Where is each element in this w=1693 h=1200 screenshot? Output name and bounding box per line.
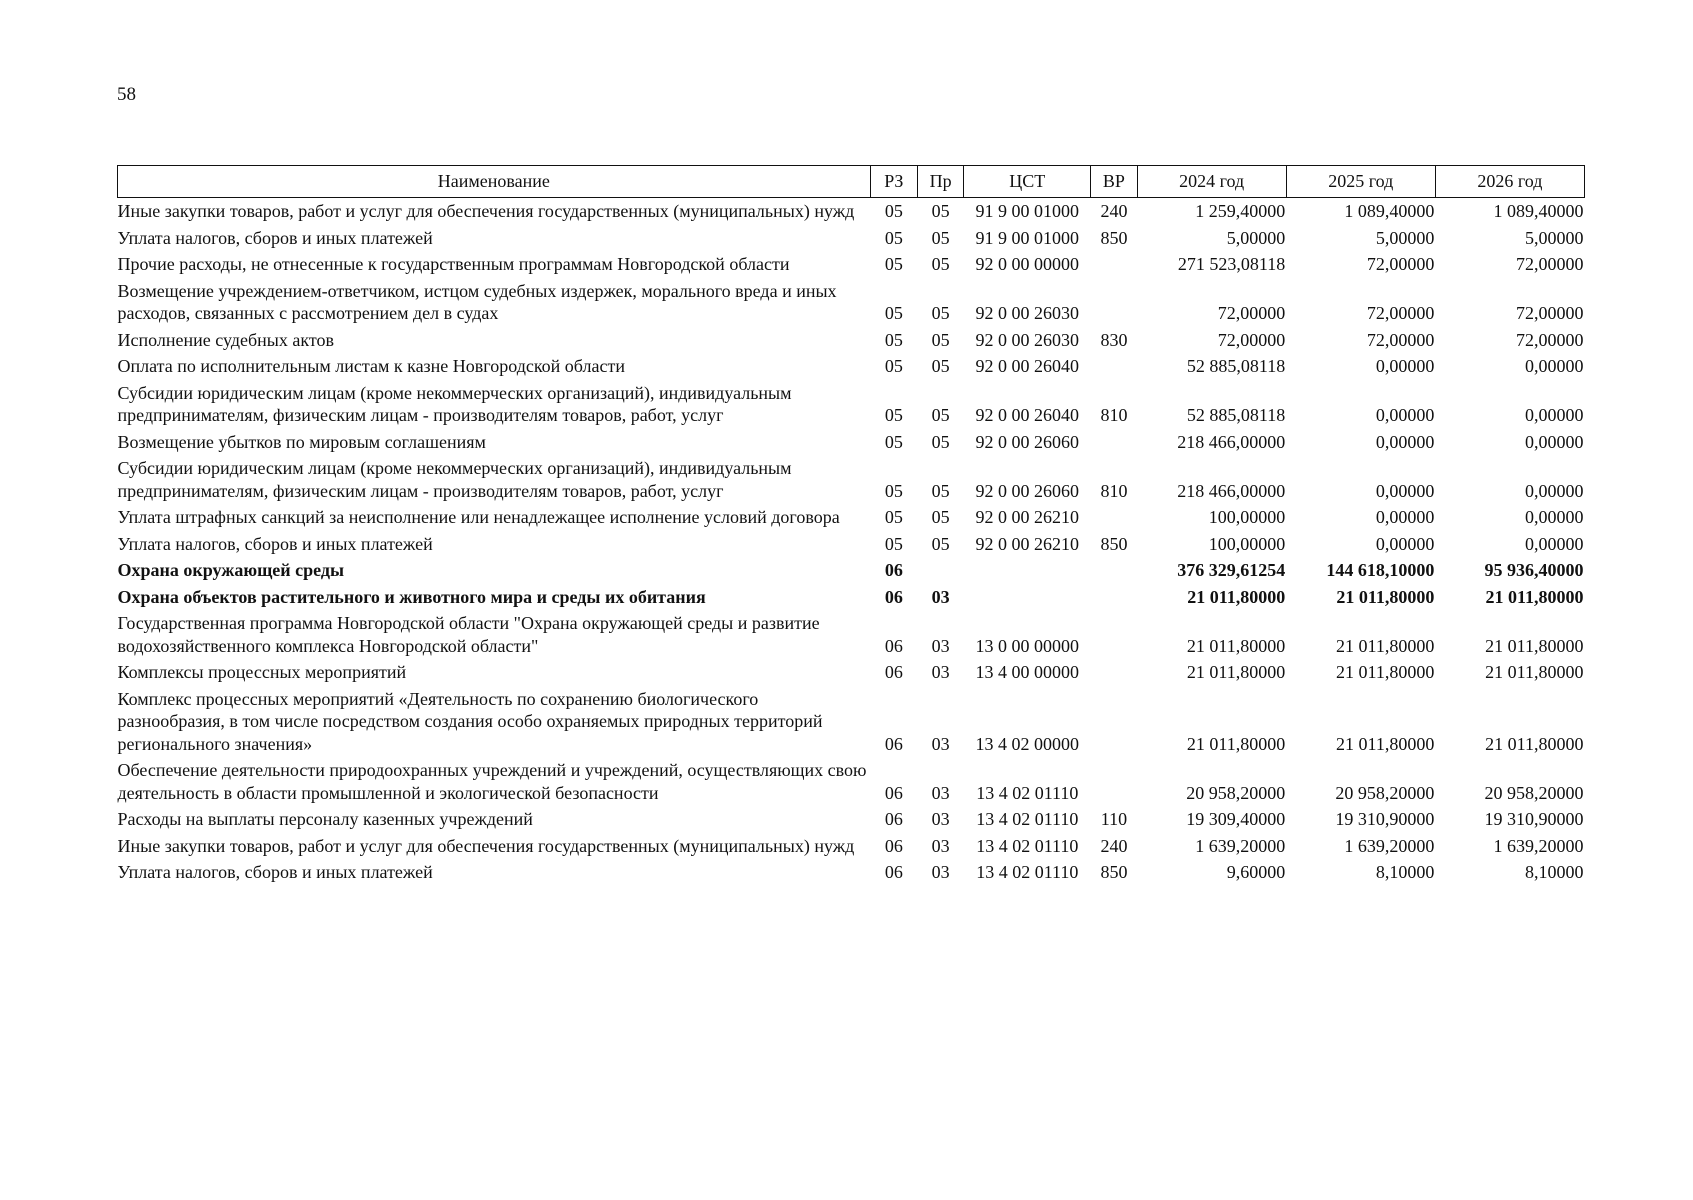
cell-name: Исполнение судебных актов bbox=[117, 329, 335, 350]
header-cst: ЦСТ bbox=[964, 166, 1091, 198]
cell-2026: 72,00000 bbox=[1516, 303, 1584, 323]
cell-cst: 92 0 00 26060 bbox=[975, 431, 1080, 452]
cell-2024: 72,00000 bbox=[1217, 329, 1286, 350]
cell-rz: 05 bbox=[884, 431, 903, 452]
cell-2025: 72,00000 bbox=[1366, 329, 1435, 350]
table-row bbox=[118, 759, 1585, 808]
cell-vr: 110 bbox=[1100, 809, 1128, 829]
cell-vr bbox=[1091, 253, 1137, 280]
cell-2024: 1 639,20000 bbox=[1195, 835, 1286, 856]
table-row bbox=[118, 661, 1585, 688]
cell-rz: 05 bbox=[884, 303, 903, 323]
cell-pr: 03 bbox=[931, 809, 950, 829]
cell-rz: 05 bbox=[884, 329, 903, 350]
cell-rz: 06 bbox=[884, 662, 903, 682]
cell-2024: 21 011,80000 bbox=[1186, 662, 1286, 682]
cell-2026: 0,00000 bbox=[1525, 431, 1584, 452]
cell-2024: 100,00000 bbox=[1208, 507, 1286, 527]
cell-vr: 850 bbox=[1100, 862, 1128, 882]
cell-rz: 05 bbox=[884, 356, 903, 376]
cell-rz: 05 bbox=[884, 201, 903, 221]
cell-name: Государственная программа Новгородской области "Охрана окружающей среды и развитие водохозяйственного комплекса Новгородской области" bbox=[117, 613, 820, 656]
cell-name: Охрана окружающей среды bbox=[117, 560, 345, 580]
cell-2025: 21 011,80000 bbox=[1335, 733, 1435, 754]
cell-2024: 52 885,08118 bbox=[1186, 405, 1286, 425]
table-row bbox=[118, 329, 1585, 356]
cell-vr bbox=[1091, 280, 1137, 329]
cell-2026: 95 936,40000 bbox=[1484, 560, 1584, 580]
cell-name: Субсидии юридическим лицам (кроме некоммерческих организаций), индивидуальным предпринимателям, физическим лицам - производителям товаров, работ, услуг bbox=[117, 458, 792, 501]
cell-cst: 92 0 00 26030 bbox=[975, 303, 1080, 323]
cell-pr: 03 bbox=[931, 586, 950, 607]
cell-name: Возмещение учреждением-ответчиком, истцом судебных издержек, морального вреда и иных расходов, связанных с рассмотрением дел в судах bbox=[117, 280, 837, 323]
cell-2026: 8,10000 bbox=[1525, 862, 1584, 882]
cell-2025: 72,00000 bbox=[1366, 254, 1435, 274]
cell-pr: 05 bbox=[931, 356, 950, 376]
cell-pr: 05 bbox=[931, 254, 950, 274]
cell-pr: 05 bbox=[931, 201, 950, 221]
cell-name: Иные закупки товаров, работ и услуг для обеспечения государственных (муниципальных) нужд bbox=[117, 201, 855, 221]
cell-vr: 850 bbox=[1100, 533, 1128, 554]
cell-vr bbox=[1091, 431, 1137, 458]
cell-cst: 92 0 00 26040 bbox=[975, 356, 1080, 376]
table-row bbox=[118, 457, 1585, 506]
table-row bbox=[118, 586, 1585, 613]
header-name: Наименование bbox=[118, 166, 871, 198]
cell-2025: 0,00000 bbox=[1375, 480, 1435, 501]
cell-pr: 05 bbox=[931, 303, 950, 323]
cell-cst: 92 0 00 26060 bbox=[975, 480, 1080, 501]
cell-pr: 05 bbox=[931, 480, 950, 501]
cell-vr bbox=[1091, 506, 1137, 533]
cell-2024: 5,00000 bbox=[1226, 227, 1286, 248]
table-row bbox=[118, 431, 1585, 458]
cell-2025: 0,00000 bbox=[1375, 507, 1435, 527]
cell-2025: 72,00000 bbox=[1366, 303, 1435, 323]
cell-rz: 05 bbox=[884, 405, 903, 425]
cell-pr: 03 bbox=[931, 733, 950, 754]
cell-2025: 5,00000 bbox=[1375, 227, 1435, 248]
table-row bbox=[118, 382, 1585, 431]
cell-name: Уплата налогов, сборов и иных платежей bbox=[117, 227, 433, 248]
cell-2025: 21 011,80000 bbox=[1335, 635, 1435, 656]
cell-2024: 376 329,61254 bbox=[1177, 560, 1286, 580]
cell-2025: 0,00000 bbox=[1375, 405, 1435, 425]
cell-name: Иные закупки товаров, работ и услуг для обеспечения государственных (муниципальных) нужд bbox=[117, 835, 855, 856]
cell-2025: 8,10000 bbox=[1375, 862, 1435, 882]
cell-vr bbox=[1091, 586, 1137, 613]
cell-cst: 13 4 02 01110 bbox=[976, 809, 1079, 829]
cell-2024: 218 466,00000 bbox=[1177, 480, 1286, 501]
cell-name: Оплата по исполнительным листам к казне Новгородской области bbox=[117, 356, 625, 376]
cell-cst: 92 0 00 26210 bbox=[975, 533, 1080, 554]
cell-2025: 20 958,20000 bbox=[1335, 782, 1435, 803]
cell-2025: 0,00000 bbox=[1375, 431, 1435, 452]
cell-2024: 19 309,40000 bbox=[1186, 809, 1286, 829]
cell-vr bbox=[1091, 612, 1137, 661]
cell-pr: 03 bbox=[931, 782, 950, 803]
cell-name: Возмещение убытков по мировым соглашениям bbox=[117, 431, 486, 452]
cell-vr bbox=[1091, 688, 1137, 760]
cell-cst: 91 9 00 01000 bbox=[975, 227, 1080, 248]
cell-cst: 92 0 00 26030 bbox=[975, 329, 1080, 350]
cell-rz: 05 bbox=[884, 480, 903, 501]
cell-pr: 05 bbox=[931, 431, 950, 452]
table-header bbox=[118, 166, 1585, 198]
cell-2024: 52 885,08118 bbox=[1186, 356, 1286, 376]
cell-vr bbox=[1091, 759, 1137, 808]
cell-cst: 13 4 02 01110 bbox=[976, 862, 1079, 882]
cell-2025: 1 639,20000 bbox=[1344, 835, 1435, 856]
cell-2026: 19 310,90000 bbox=[1484, 809, 1584, 829]
cell-2026: 0,00000 bbox=[1525, 533, 1584, 554]
cell-2026: 21 011,80000 bbox=[1485, 662, 1584, 682]
header-2025: 2025 год bbox=[1286, 166, 1435, 198]
budget-table bbox=[117, 165, 1585, 888]
cell-name: Уплата налогов, сборов и иных платежей bbox=[117, 862, 433, 882]
cell-name: Субсидии юридическим лицам (кроме некоммерческих организаций), индивидуальным предпринимателям, физическим лицам - производителям товаров, работ, услуг bbox=[117, 382, 792, 425]
cell-2026: 21 011,80000 bbox=[1485, 733, 1584, 754]
table-row bbox=[118, 612, 1585, 661]
cell-2025: 1 089,40000 bbox=[1344, 201, 1435, 221]
cell-pr: 05 bbox=[931, 533, 950, 554]
cell-pr: 03 bbox=[931, 662, 950, 682]
cell-2026: 20 958,20000 bbox=[1484, 782, 1584, 803]
cell-vr: 830 bbox=[1100, 329, 1128, 350]
cell-2026: 21 011,80000 bbox=[1485, 586, 1584, 607]
cell-cst: 13 0 00 00000 bbox=[975, 635, 1080, 656]
header-vr: ВР bbox=[1091, 166, 1137, 198]
cell-2026: 5,00000 bbox=[1525, 227, 1584, 248]
cell-2026: 1 089,40000 bbox=[1493, 201, 1584, 221]
cell-pr: 05 bbox=[931, 405, 950, 425]
table-row bbox=[118, 533, 1585, 560]
cell-vr bbox=[1091, 355, 1137, 382]
cell-2026: 1 639,20000 bbox=[1493, 835, 1584, 856]
cell-pr: 05 bbox=[931, 329, 950, 350]
header-pr: Пр bbox=[917, 166, 963, 198]
cell-vr: 850 bbox=[1100, 227, 1128, 248]
cell-2026: 0,00000 bbox=[1525, 405, 1584, 425]
table-row bbox=[118, 808, 1585, 835]
cell-pr: 03 bbox=[931, 635, 950, 656]
cell-rz: 06 bbox=[884, 733, 903, 754]
cell-name: Охрана объектов растительного и животного мира и среды их обитания bbox=[117, 586, 706, 607]
cell-pr: 03 bbox=[931, 835, 950, 856]
cell-2026: 72,00000 bbox=[1516, 254, 1584, 274]
cell-name: Комплексы процессных мероприятий bbox=[117, 662, 407, 682]
cell-name: Обеспечение деятельности природоохранных учреждений и учреждений, осуществляющих свою деятельность в области промышленной и экологической безопасности bbox=[117, 760, 867, 803]
cell-pr: 03 bbox=[931, 862, 950, 882]
table-body bbox=[118, 198, 1585, 888]
cell-2024: 218 466,00000 bbox=[1177, 431, 1286, 452]
cell-name: Уплата налогов, сборов и иных платежей bbox=[117, 533, 433, 554]
header-2026: 2026 год bbox=[1435, 166, 1584, 198]
table-row bbox=[118, 688, 1585, 760]
table-row bbox=[118, 861, 1585, 888]
cell-rz: 06 bbox=[884, 835, 903, 856]
cell-cst bbox=[964, 586, 1091, 613]
header-2024: 2024 год bbox=[1137, 166, 1286, 198]
cell-2025: 144 618,10000 bbox=[1326, 560, 1435, 580]
cell-2024: 9,60000 bbox=[1226, 862, 1286, 882]
cell-rz: 06 bbox=[884, 560, 903, 580]
cell-2024: 21 011,80000 bbox=[1186, 635, 1286, 656]
cell-2024: 100,00000 bbox=[1208, 533, 1286, 554]
cell-rz: 05 bbox=[884, 507, 903, 527]
cell-vr: 810 bbox=[1100, 480, 1128, 501]
cell-rz: 05 bbox=[884, 227, 903, 248]
cell-rz: 06 bbox=[884, 635, 903, 656]
cell-rz: 06 bbox=[884, 782, 903, 803]
cell-2026: 0,00000 bbox=[1525, 356, 1584, 376]
cell-pr: 05 bbox=[931, 507, 950, 527]
cell-2026: 0,00000 bbox=[1525, 480, 1584, 501]
cell-name: Комплекс процессных мероприятий «Деятельность по сохранению биологического разнообразия, в том числе посредством создания особо охраняемых природных территорий регионального значения» bbox=[117, 688, 823, 754]
cell-2025: 21 011,80000 bbox=[1336, 586, 1435, 607]
table-row bbox=[118, 198, 1585, 227]
header-rz: РЗ bbox=[870, 166, 917, 198]
cell-vr: 240 bbox=[1100, 835, 1128, 856]
cell-cst: 13 4 02 00000 bbox=[975, 733, 1080, 754]
table-row bbox=[118, 227, 1585, 254]
cell-2025: 0,00000 bbox=[1375, 356, 1435, 376]
cell-rz: 06 bbox=[884, 586, 903, 607]
table-row bbox=[118, 355, 1585, 382]
cell-2024: 271 523,08118 bbox=[1177, 254, 1286, 274]
cell-name: Уплата штрафных санкций за неисполнение или ненадлежащее исполнение условий договора bbox=[117, 507, 840, 527]
cell-vr bbox=[1091, 661, 1137, 688]
table-row bbox=[118, 253, 1585, 280]
cell-rz: 06 bbox=[884, 862, 903, 882]
cell-2024: 21 011,80000 bbox=[1186, 733, 1286, 754]
cell-name: Расходы на выплаты персоналу казенных учреждений bbox=[117, 809, 533, 829]
cell-2026: 0,00000 bbox=[1525, 507, 1584, 527]
cell-2025: 19 310,90000 bbox=[1335, 809, 1435, 829]
cell-cst: 13 4 02 01110 bbox=[976, 782, 1079, 803]
table-row bbox=[118, 280, 1585, 329]
cell-2025: 21 011,80000 bbox=[1335, 662, 1435, 682]
cell-2026: 72,00000 bbox=[1516, 329, 1584, 350]
cell-cst: 92 0 00 00000 bbox=[975, 254, 1080, 274]
cell-cst: 13 4 02 01110 bbox=[976, 835, 1079, 856]
cell-cst: 92 0 00 26040 bbox=[975, 405, 1080, 425]
cell-vr: 810 bbox=[1100, 405, 1128, 425]
cell-rz: 05 bbox=[884, 254, 903, 274]
cell-2024: 72,00000 bbox=[1217, 303, 1286, 323]
cell-rz: 06 bbox=[884, 809, 903, 829]
cell-pr bbox=[917, 559, 963, 586]
cell-cst: 13 4 00 00000 bbox=[975, 662, 1080, 682]
header-row bbox=[118, 166, 1585, 198]
cell-2026: 21 011,80000 bbox=[1485, 635, 1584, 656]
table-row bbox=[118, 506, 1585, 533]
cell-vr: 240 bbox=[1100, 201, 1128, 221]
cell-cst: 91 9 00 01000 bbox=[975, 201, 1080, 221]
cell-pr: 05 bbox=[931, 227, 950, 248]
page-number: 58 bbox=[117, 84, 136, 105]
cell-rz: 05 bbox=[884, 533, 903, 554]
cell-cst bbox=[964, 559, 1091, 586]
cell-cst: 92 0 00 26210 bbox=[975, 507, 1080, 527]
cell-vr bbox=[1091, 559, 1137, 586]
table-row bbox=[118, 835, 1585, 862]
cell-2025: 0,00000 bbox=[1375, 533, 1435, 554]
cell-2024: 21 011,80000 bbox=[1187, 586, 1286, 607]
cell-2024: 20 958,20000 bbox=[1186, 782, 1286, 803]
table-row bbox=[118, 559, 1585, 586]
cell-name: Прочие расходы, не отнесенные к государственным программам Новгородской области bbox=[117, 254, 790, 274]
cell-2024: 1 259,40000 bbox=[1195, 201, 1286, 221]
